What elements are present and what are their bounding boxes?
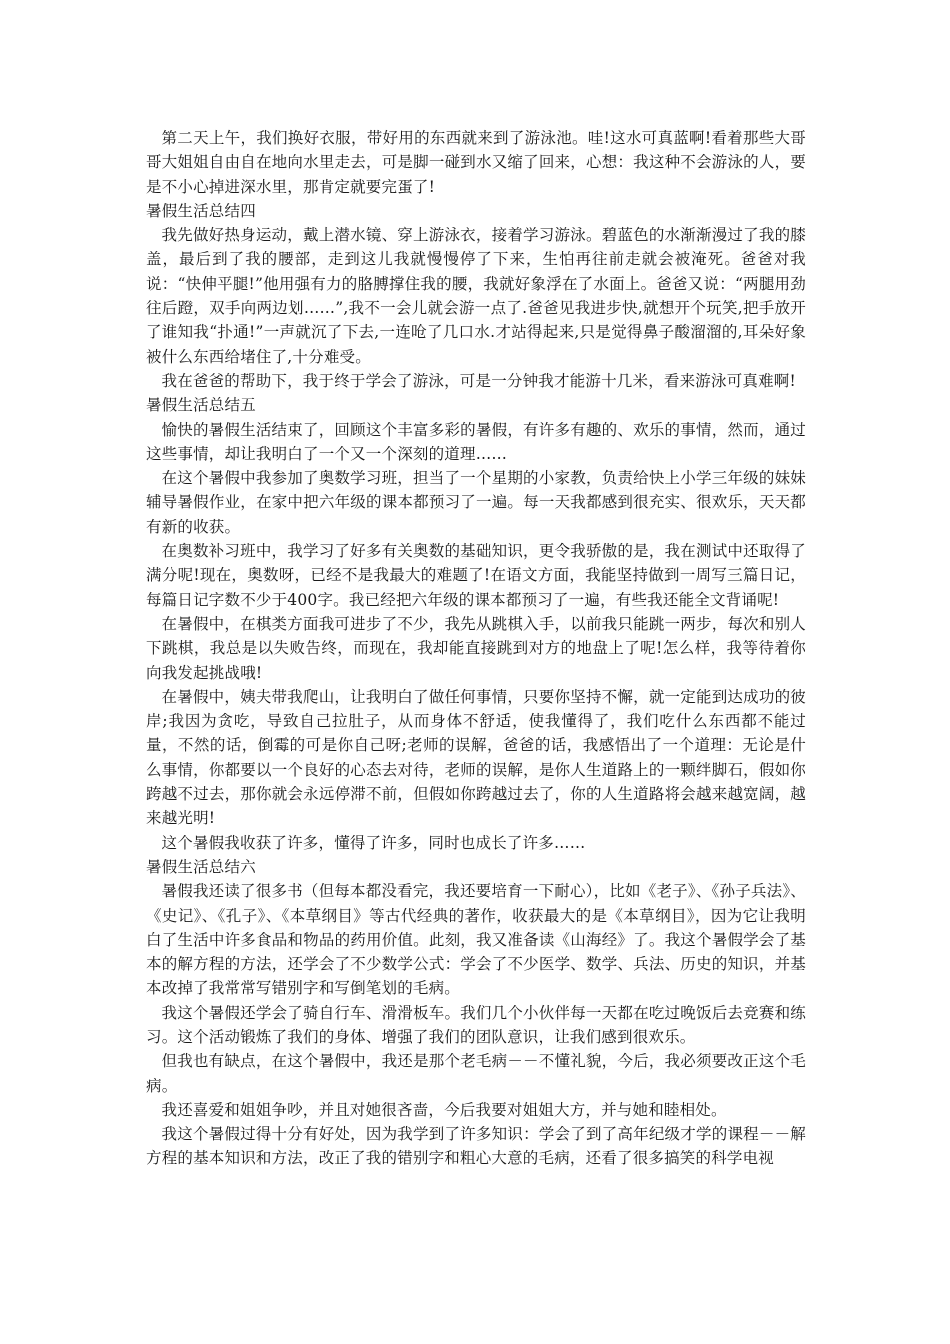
paragraph: 我在爸爸的帮助下，我于终于学会了游泳，可是一分钟我才能游十几米，看来游泳可真难啊!: [161, 371, 796, 390]
paragraph: 我这个暑假过得十分有好处，因为我学到了许多知识：学会了到了高年纪级才学的课程－－解方程的基本知识和方法，改正了我的错别字和粗心大意的毛病，还看了很多搞笑的科学电视: [146, 1125, 806, 1168]
paragraph: 我还喜爱和姐姐争吵，并且对她很吝啬，今后我要对姐姐大方，并与她和睦相处。: [161, 1100, 727, 1119]
section-heading: 暑假生活总结五: [146, 396, 256, 415]
paragraph: 在奥数补习班中，我学习了好多有关奥数的基础知识，更令我骄傲的是，我在测试中还取得了满分呢!现在，奥数呀，已经不是我最大的难题了!在语文方面，我能坚持做到一周写三篇日记，每篇日记字数不少于400字。我已经把六年级的课本都预习了一遍，有些我还能全文背诵呢!: [146, 542, 806, 609]
paragraph: 但我也有缺点，在这个暑假中，我还是那个老毛病－－不懂礼貌，今后，我必须要改正这个毛病。: [146, 1052, 806, 1095]
paragraph: 在这个暑假中我参加了奥数学习班，担当了一个星期的小家教，负责给快上小学三年级的妹妹辅导暑假作业，在家中把六年级的课本都预习了一遍。每一天我都感到很充实、很欢乐，天天都有新的收获。: [146, 469, 806, 536]
paragraph: 我这个暑假还学会了骑自行车、滑滑板车。我们几个小伙伴每一天都在吃过晚饭后去竞赛和练习。这个活动锻炼了我们的身体、增强了我们的团队意识，让我们感到很欢乐。: [146, 1003, 806, 1046]
paragraph: 这个暑假我收获了许多，懂得了许多，同时也成长了许多……: [161, 833, 586, 852]
document-body: [146, 126, 806, 1171]
paragraph: 暑假我还读了很多书（但每本都没看完，我还要培育一下耐心），比如《老子》、《孙子兵法》、《史记》、《孔子》、《本草纲目》等古代经典的著作，收获最大的是《本草纲目》，因为它让我明白了生活中许多食品和物品的药用价值。此刻，我又准备读《山海经》了。我这个暑假学会了基本的解方程的方法，还学会了不少数学公式：学会了不少医学、数学、兵法、历史的知识，并基本改掉了我常常写错别字和写倒笔划的毛病。: [146, 882, 806, 998]
paragraph: 第二天上午，我们换好衣服，带好用的东西就来到了游泳池。哇!这水可真蓝啊!看着那些大哥哥大姐姐自由自在地向水里走去，可是脚一碰到水又缩了回来，心想：我这种不会游泳的人，要是不小心掉进深水里，那肯定就要完蛋了!: [146, 129, 806, 196]
section-heading: 暑假生活总结六: [146, 857, 256, 876]
paragraph: 在暑假中，姨夫带我爬山，让我明白了做任何事情，只要你坚持不懈，就一定能到达成功的彼岸;我因为贪吃，导致自己拉肚子，从而身体不舒适，使我懂得了，我们吃什么东西都不能过量，不然的话，倒霉的可是你自己呀;老师的误解，爸爸的话，我感悟出了一个道理：无论是什么事情，你都要以一个良好的心态去对待，老师的误解，是你人生道路上的一颗绊脚石，假如你跨越不过去，那你就会永远停滞不前，但假如你跨越过去了，你的人生道路将会越来越宽阔，越来越光明!: [146, 687, 806, 828]
paragraph: 我先做好热身运动，戴上潜水镜、穿上游泳衣，接着学习游泳。碧蓝色的水渐渐漫过了我的膝盖，最后到了我的腰部，走到这儿我就慢慢停了下来，生怕再往前走就会被淹死。爸爸对我说：“快伸平腿!”他用强有力的胳膊撑住我的腰，我就好象浮在了水面上。爸爸又说：“两腿用劲往后蹬，双手向两边划……”,我不一会儿就会游一点了.爸爸见我进步快,就想开个玩笑,把手放开了谁知我“扑通!”一声就沉了下去,一连呛了几口水.才站得起来,只是觉得鼻子酸溜溜的,耳朵好象被什么东西给堵住了,十分难受。: [146, 226, 806, 366]
paragraph: 在暑假中，在棋类方面我可进步了不少，我先从跳棋入手，以前我只能跳一两步，每次和别人下跳棋，我总是以失败告终，而现在，我却能直接跳到对方的地盘上了呢!怎么样，我等待着你向我发起挑战哦!: [146, 614, 806, 682]
section-heading: 暑假生活总结四: [146, 201, 256, 220]
paragraph: 愉快的暑假生活结束了，回顾这个丰富多彩的暑假，有许多有趣的、欢乐的事情，然而，通过这些事情，却让我明白了一个又一个深刻的道理……: [146, 420, 806, 463]
